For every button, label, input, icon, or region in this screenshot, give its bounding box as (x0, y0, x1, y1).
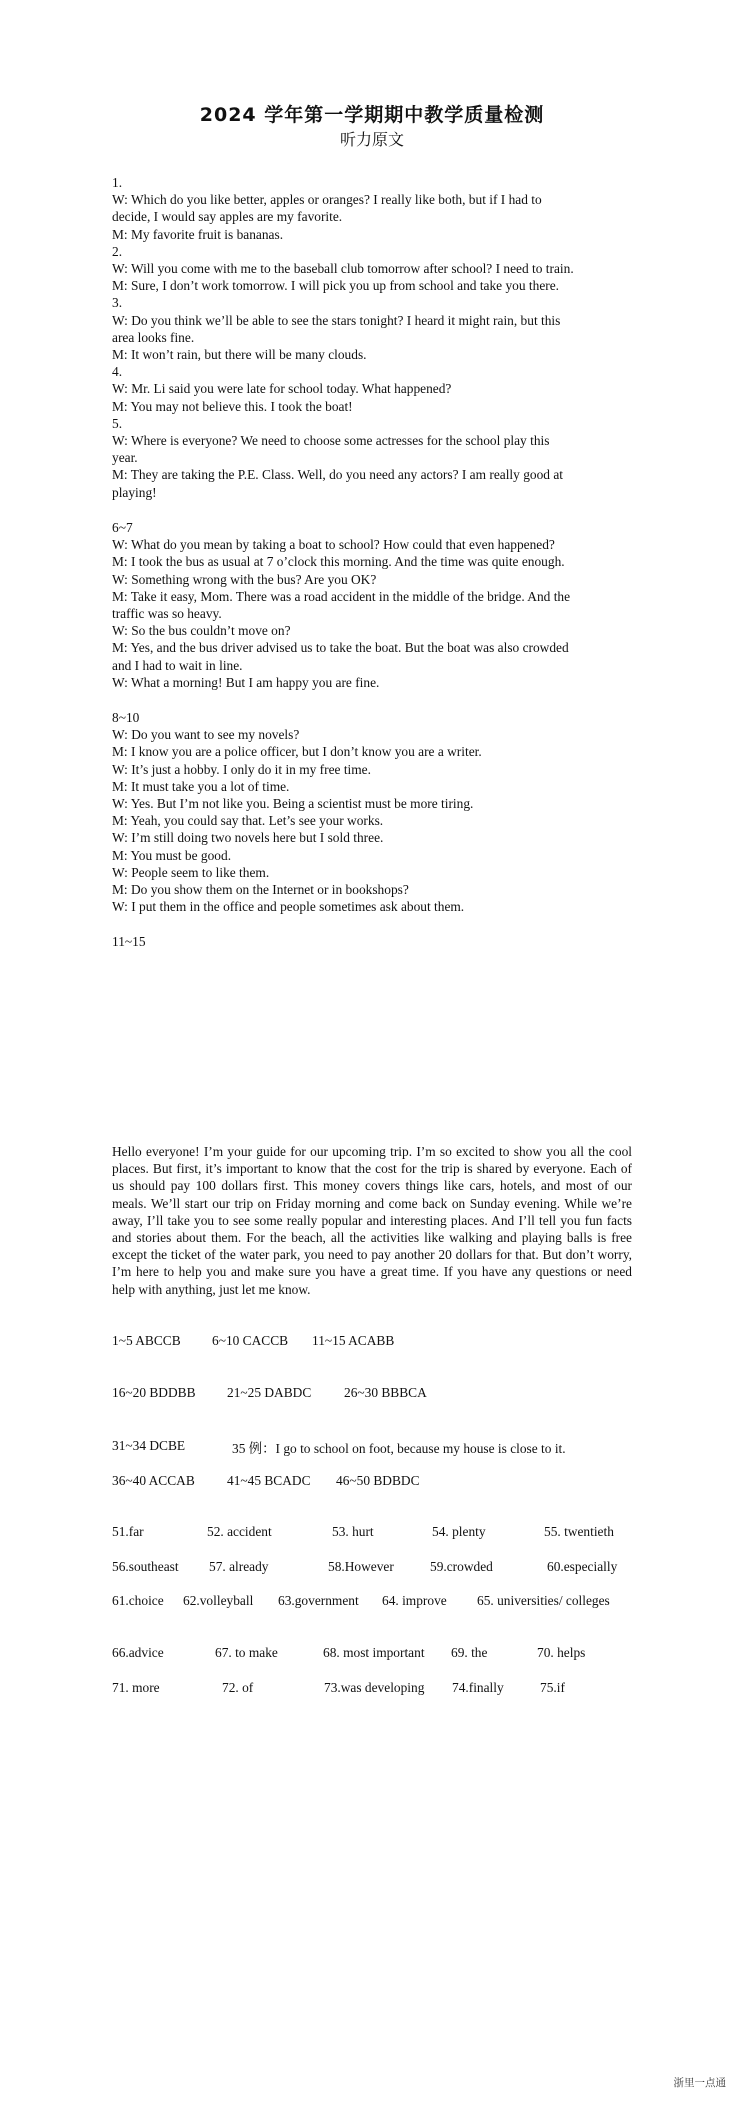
answer-item: 16~20 BDDBB (112, 1385, 196, 1400)
answer-item: 56.southeast (112, 1559, 179, 1574)
answer-item: 21~25 DABDC (227, 1385, 312, 1400)
line: W: Yes. But I’m not like you. Being a scientist must be more tiring. (112, 796, 474, 812)
line: 8~10 (112, 710, 140, 725)
line: M: Do you show them on the Internet or in bookshops? (112, 882, 409, 898)
answer-row-8 (112, 1645, 652, 1663)
answer-item: 61.choice (112, 1593, 164, 1608)
answer-item: 71. more (112, 1680, 160, 1695)
answer-item: 54. plenty (432, 1524, 486, 1539)
answer-row-6 (112, 1559, 652, 1577)
answer-item: 70. helps (537, 1645, 586, 1660)
answer-item: 68. most important (323, 1645, 425, 1660)
answer-row-9 (112, 1680, 652, 1698)
line: 6~7 (112, 520, 133, 535)
answer-item: 51.far (112, 1524, 144, 1539)
answer-row-3 (112, 1438, 652, 1456)
answer-row-1 (112, 1333, 652, 1351)
line: and I had to wait in line. (112, 657, 243, 673)
line: playing! (112, 484, 157, 500)
line: M: I know you are a police officer, but I don’t know you are a writer. (112, 744, 482, 760)
line: W: Something wrong with the bus? Are you OK? (112, 571, 377, 587)
answer-item: 66.advice (112, 1645, 164, 1660)
page-subtitle: 听力原文 (339, 130, 404, 149)
answer-item: 63.government (278, 1593, 359, 1608)
line: 5. (112, 415, 123, 431)
line: year. (112, 450, 138, 466)
listening-section-8-10 (112, 709, 632, 915)
line: W: What a morning! But I am happy you are fine. (112, 674, 380, 690)
line: traffic was so heavy. (112, 606, 222, 622)
answer-item: 57. already (209, 1559, 269, 1574)
answer-item: 35 例：I go to school on foot, because my house is close to it. (232, 1441, 566, 1456)
line: 1. (112, 175, 123, 190)
line: M: You must be good. (112, 847, 232, 863)
line: 2. (112, 243, 123, 259)
answer-item: 11~15 ACABB (312, 1333, 395, 1348)
footer-watermark: 浙里一点通 (673, 2077, 726, 2089)
answer-item: 69. the (451, 1645, 488, 1660)
answer-row-4 (112, 1473, 652, 1491)
answer-item: 74.finally (452, 1680, 504, 1695)
line: W: People seem to like them. (112, 864, 270, 880)
line: M: They are taking the P.E. Class. Well, do you need any actors? I am really good at (112, 467, 563, 483)
answer-item: 73.was developing (324, 1680, 425, 1695)
answer-row-5 (112, 1524, 652, 1542)
answer-item: 72. of (222, 1680, 254, 1695)
line: W: Do you think we’ll be able to see the stars tonight? I heard it might rain, but this (112, 312, 561, 328)
listening-section-6-7 (112, 519, 632, 691)
line: M: It must take you a lot of time. (112, 778, 290, 794)
line: M: Sure, I don’t work tomorrow. I will pick you up from school and take you there. (112, 278, 560, 294)
listening-section-1-5 (112, 174, 632, 501)
answer-item: 41~45 BCADC (227, 1473, 311, 1488)
line: W: So the bus couldn’t move on? (112, 623, 291, 639)
answer-item: 59.crowded (430, 1559, 493, 1574)
answer-item: 64. improve (382, 1593, 447, 1608)
line: area looks fine. (112, 329, 195, 345)
answer-item: 65. universities/ colleges (477, 1593, 610, 1608)
line: 4. (112, 364, 123, 380)
line: W: Where is everyone? We need to choose some actresses for the school play this (112, 433, 550, 449)
line: M: Take it easy, Mom. There was a road accident in the middle of the bridge. And the (112, 588, 571, 604)
line: W: What do you mean by taking a boat to school? How could that even happened? (112, 537, 555, 553)
line: M: You may not believe this. I took the boat! (112, 398, 353, 414)
answer-item: 75.if (540, 1680, 565, 1695)
answer-item: 60.especially (547, 1559, 618, 1574)
answer-item: 52. accident (207, 1524, 272, 1539)
answer-item: 53. hurt (332, 1524, 374, 1539)
answer-item: 26~30 BBBCA (344, 1385, 427, 1400)
line: M: It won’t rain, but there will be many clouds. (112, 347, 367, 363)
line: W: Which do you like better, apples or oranges? I really like both, but if I had to (112, 192, 542, 208)
line: W: It’s just a hobby. I only do it in my free time. (112, 761, 371, 777)
answer-item: 31~34 DCBE (112, 1438, 186, 1453)
line: W: I’m still doing two novels here but I sold three. (112, 830, 384, 846)
line: M: Yes, and the bus driver advised us to take the boat. But the boat was also crowded (112, 640, 569, 656)
line: M: I took the bus as usual at 7 o’clock this morning. And the time was quite enough. (112, 554, 565, 570)
page-title: 2024 学年第一学期期中教学质量检测 (199, 104, 545, 126)
line: decide, I would say apples are my favorite. (112, 209, 343, 225)
answer-item: 1~5 ABCCB (112, 1333, 181, 1348)
line: W: I put them in the office and people sometimes ask about them. (112, 899, 465, 915)
answer-item: 67. to make (215, 1645, 278, 1660)
answer-row-7 (112, 1593, 652, 1611)
listening-section-11-15-label (112, 933, 632, 950)
answer-item: 36~40 ACCAB (112, 1473, 195, 1488)
line: W: Do you want to see my novels? (112, 727, 300, 743)
line: M: My favorite fruit is bananas. (112, 226, 284, 242)
line: 11~15 (112, 934, 146, 949)
line: 3. (112, 295, 123, 311)
answer-item: 58.However (328, 1559, 394, 1574)
listening-passage: Hello everyone! I’m your guide for our upcoming trip. I’m so excited to show you all the cool places. But first, it’s important to know that the cost for the trip is shared by everyone. Each of us should pay 100 dollars first. This money covers things like cars, hotels, and most of our meals. We’ll start our trip on Friday morning and come back on Sunday evening. While we’re away, I’ll take you to see some really popular and interesting places. And I’ll tell you fun facts and stories about them. For the beach, all the activities like walking and playing balls is free except the ticket of the water park, you need to pay another 20 dollars for that. But don’t worry, I’m here to help you and make sure you have a great time. If you have any questions or need help with anything, just let me know. (112, 1144, 632, 1297)
answer-item: 6~10 CACCB (212, 1333, 289, 1348)
answer-row-2 (112, 1385, 652, 1403)
line: W: Will you come with me to the baseball club tomorrow after school? I need to train. (112, 261, 574, 277)
line: W: Mr. Li said you were late for school today. What happened? (112, 381, 452, 397)
answer-item: 55. twentieth (544, 1524, 614, 1539)
answer-item: 62.volleyball (183, 1593, 254, 1608)
answer-item: 46~50 BDBDC (336, 1473, 420, 1488)
line: M: Yeah, you could say that. Let’s see your works. (112, 813, 384, 829)
